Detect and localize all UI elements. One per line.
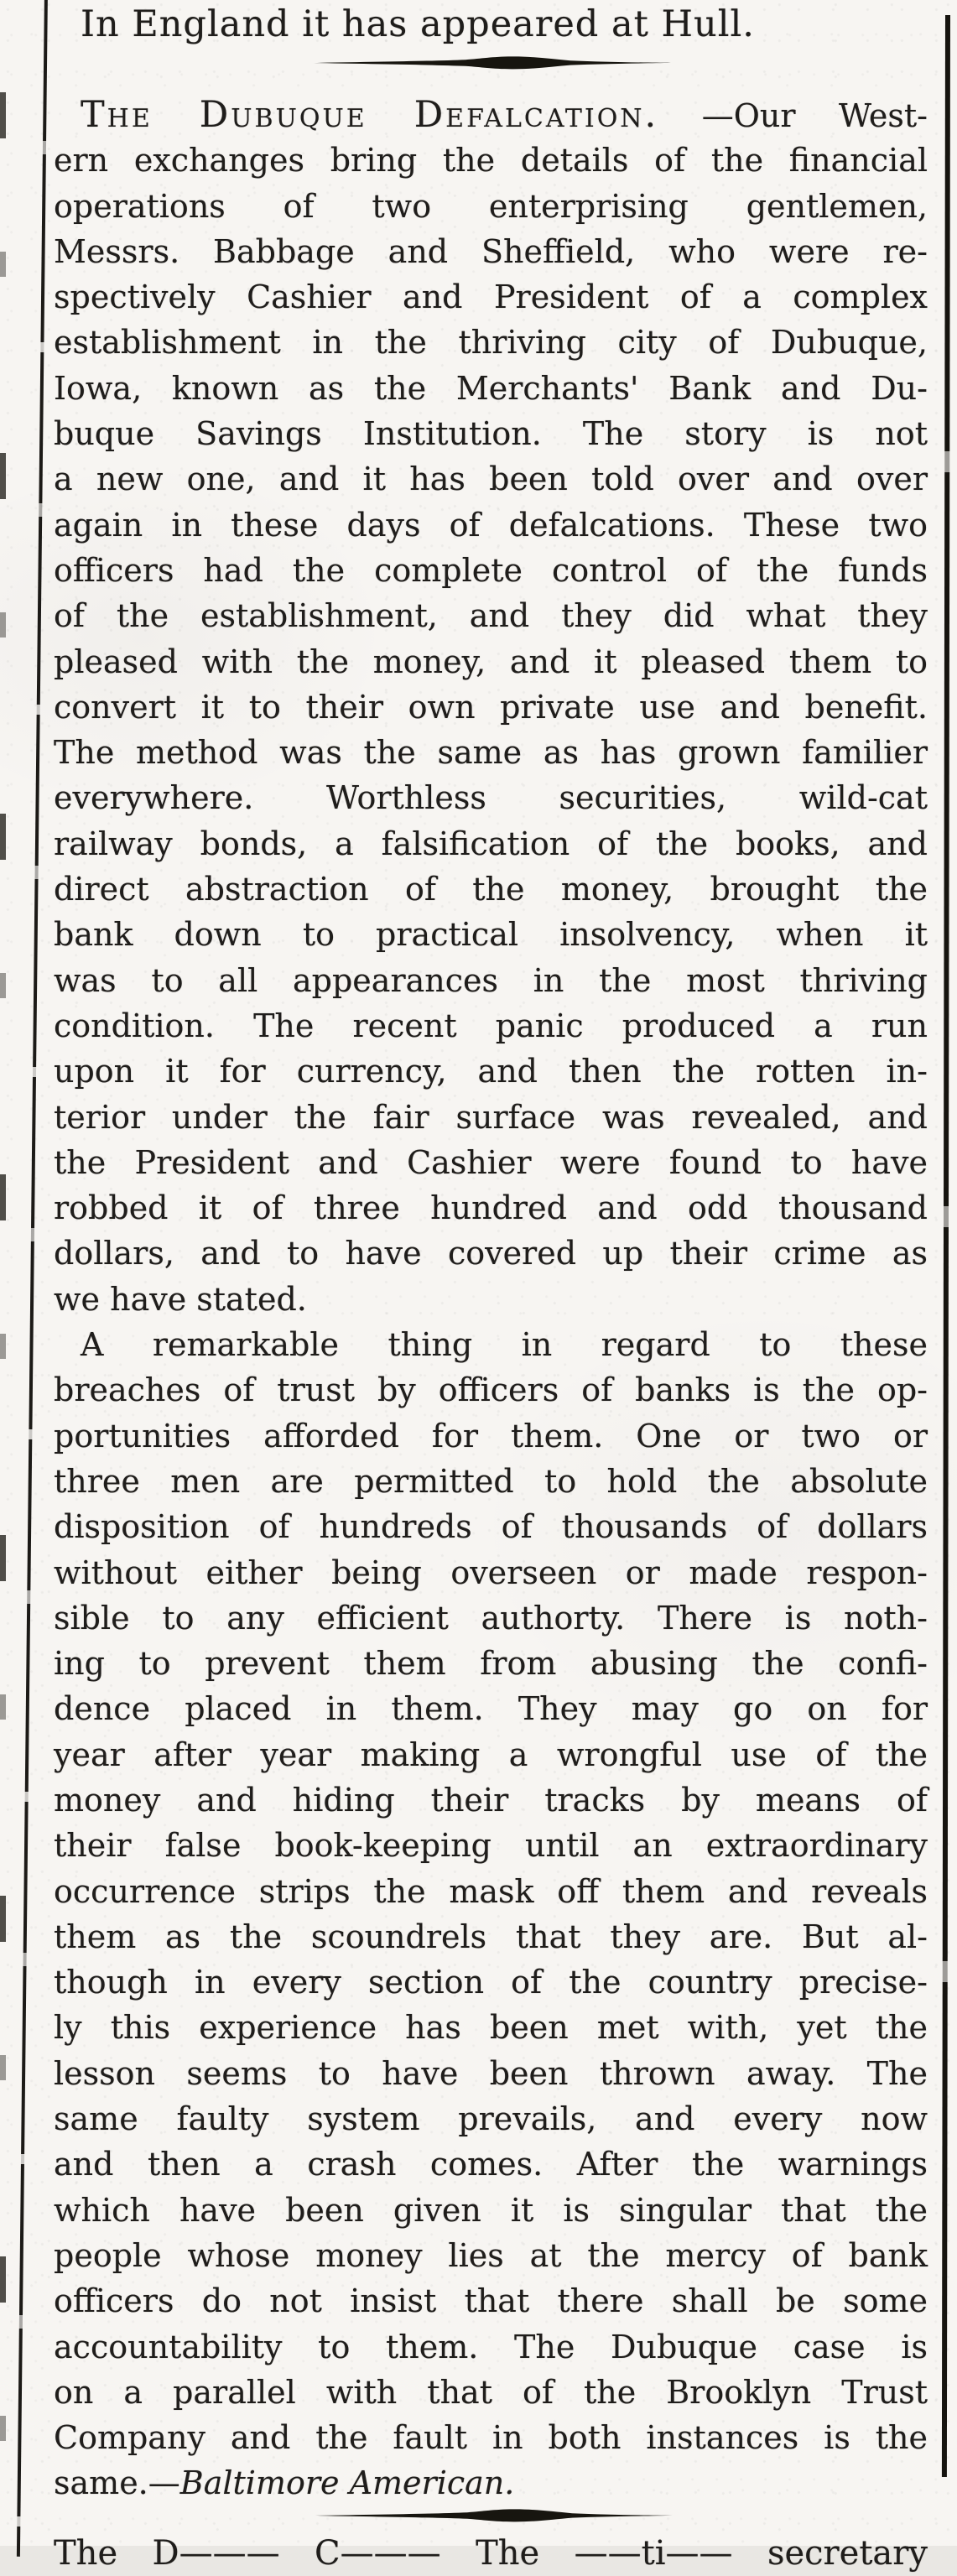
paragraph-2-last-line bbox=[54, 2460, 928, 2506]
paragraph-2-first-line: A remarkable thing in regard to these bbox=[81, 1326, 928, 1364]
text-line: of the establishment, and they did what they bbox=[54, 597, 928, 635]
text-line: them as the scoundrels that they are. But al- bbox=[54, 1918, 928, 1955]
text-line: Iowa, known as the Merchants' Bank and Du- bbox=[54, 369, 928, 407]
paragraph-1-last-line: we have stated. bbox=[54, 1280, 307, 1318]
swelled-rule-icon bbox=[314, 2508, 674, 2523]
closing-text: same.— bbox=[54, 2464, 180, 2502]
swelled-rule-divider bbox=[314, 2508, 674, 2523]
text-line: people whose money lies at the mercy of bank bbox=[54, 2236, 928, 2274]
right-column-rule bbox=[942, 15, 950, 2477]
text-line: again in these days of defalcations. These two bbox=[54, 506, 928, 544]
text-line: convert it to their own private use and benefit. bbox=[54, 688, 928, 726]
text-line: breaches of trust by officers of banks is the op- bbox=[54, 1371, 928, 1409]
text-line: ly this experience has been met with, yet the bbox=[54, 2009, 928, 2047]
text-line: officers do not insist that there shall be some bbox=[54, 2282, 928, 2320]
swelled-rule-divider bbox=[312, 55, 673, 70]
text-line: terior under the fair surface was revealed, and bbox=[54, 1098, 928, 1136]
article-first-line bbox=[54, 92, 928, 138]
paragraph-2 bbox=[54, 1367, 928, 2460]
text-line: portunities afforded for them. One or two or bbox=[54, 1417, 928, 1455]
left-column-rule bbox=[17, 0, 48, 2557]
text-line: the President and Cashier were found to have bbox=[54, 1143, 928, 1181]
text-line: spectively Cashier and President of a complex bbox=[54, 278, 928, 316]
text-line: direct abstraction of the money, brought the bbox=[54, 871, 928, 908]
heading-dash-text: —Our West- bbox=[658, 97, 928, 134]
source-citation: Baltimore American. bbox=[179, 2464, 515, 2502]
text-line: which have been given it is singular that the bbox=[54, 2191, 928, 2229]
text-line: without either being overseen or made respon- bbox=[54, 1553, 928, 1591]
text-line: a new one, and it has been told over and over bbox=[54, 461, 928, 498]
text-line: occurrence strips the mask off them and reveals bbox=[54, 1872, 928, 1910]
text-line: on a parallel with that of the Brooklyn Trust bbox=[54, 2373, 928, 2411]
text-line: The method was the same as has grown familier bbox=[54, 734, 928, 772]
article-heading: The Dubuque Defalcation. bbox=[81, 94, 659, 136]
text-line: their false book-keeping until an extraordinary bbox=[54, 1827, 928, 1865]
text-line: accountability to them. The Dubuque case is bbox=[54, 2328, 928, 2365]
text-line: pleased with the money, and it pleased them to bbox=[54, 643, 928, 680]
text-line: buque Savings Institution. The story is not bbox=[54, 415, 928, 453]
text-line: everywhere. Worthless securities, wild-cat bbox=[54, 779, 928, 817]
text-line: condition. The recent panic produced a run bbox=[54, 1007, 928, 1044]
text-line: same faulty system prevails, and every now bbox=[54, 2100, 928, 2138]
text-line: robbed it of three hundred and odd thousand bbox=[54, 1189, 928, 1227]
paragraph-1 bbox=[54, 138, 928, 1276]
text-line: disposition of hundreds of thousands of dollars bbox=[54, 1508, 928, 1546]
text-line: ern exchanges bring the details of the financial bbox=[54, 142, 928, 180]
left-margin-rule-fragments bbox=[0, 0, 6, 2546]
text-line: operations of two enterprising gentlemen, bbox=[54, 187, 928, 225]
text-line: bank down to practical insolvency, when it bbox=[54, 916, 928, 954]
text-line: was to all appearances in the most thriving bbox=[54, 961, 928, 999]
text-line: sible to any efficient authorty. There is noth- bbox=[54, 1599, 928, 1637]
text-line: railway bonds, a falsification of the books, and bbox=[54, 825, 928, 862]
text-line: dence placed in them. They may go on for bbox=[54, 1690, 928, 1728]
text-line: though in every section of the country precise- bbox=[54, 1964, 928, 2001]
article-body bbox=[54, 92, 928, 2506]
text-line: three men are permitted to hold the absolute bbox=[54, 1462, 928, 1500]
text-line: dollars, and to have covered up their crime as bbox=[54, 1235, 928, 1272]
text-line: Messrs. Babbage and Sheffield, who were re- bbox=[54, 232, 928, 270]
swelled-rule-icon bbox=[312, 55, 673, 70]
text-line: ing to prevent them from abusing the confi- bbox=[54, 1645, 928, 1683]
text-line: Company and the fault in both instances is the bbox=[54, 2419, 928, 2457]
previous-article-last-line: In England it has appeared at Hull. bbox=[81, 3, 755, 45]
text-line: year after year making a wrongful use of the bbox=[54, 1736, 928, 1773]
text-line: and then a crash comes. After the warnings bbox=[54, 2146, 928, 2183]
text-line: lesson seems to have been thrown away. The bbox=[54, 2054, 928, 2092]
text-line: officers had the complete control of the funds bbox=[54, 551, 928, 589]
text-line: establishment in the thriving city of Dubuque, bbox=[54, 324, 928, 362]
next-article-cutoff-line: The D——— C——— The ——ti—— secretary bbox=[54, 2534, 928, 2573]
text-line: upon it for currency, and then the rotten in- bbox=[54, 1053, 928, 1090]
text-line: money and hiding their tracks by means of bbox=[54, 1781, 928, 1819]
